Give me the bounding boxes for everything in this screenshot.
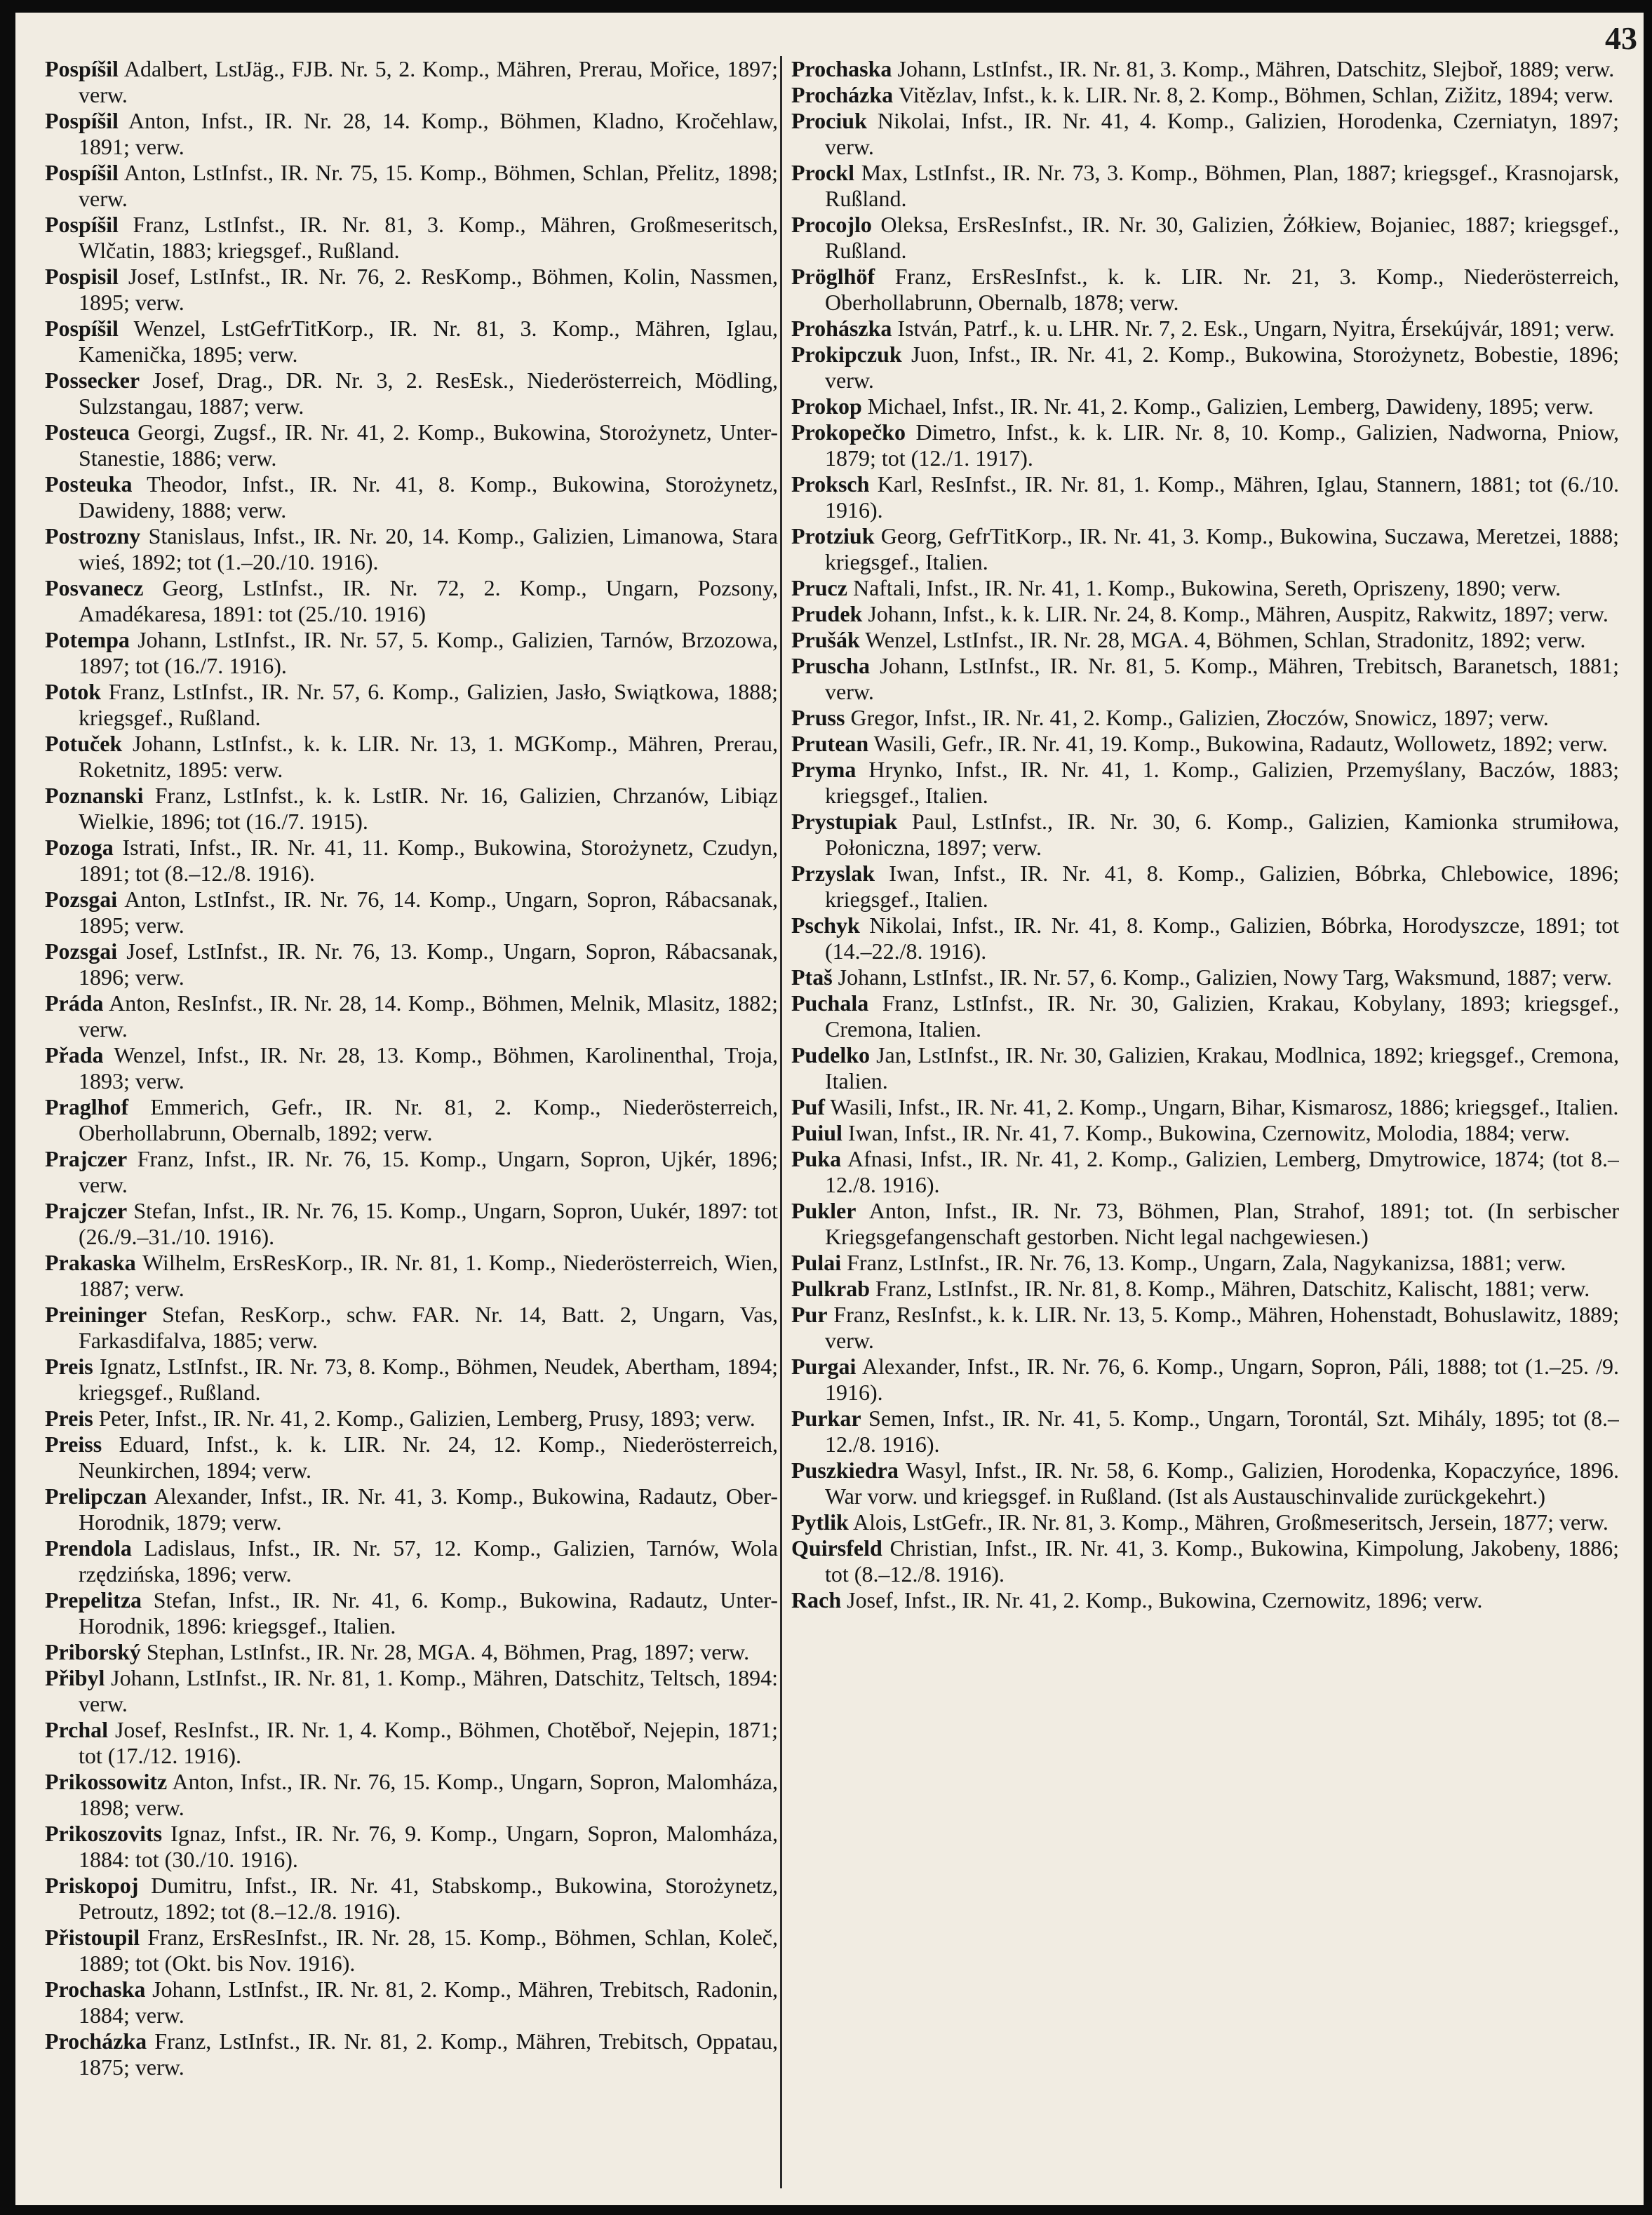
page-number: 43 [1605,20,1637,56]
entry-surname: Purgai [791,1354,857,1379]
entry-surname: Prockl [791,160,855,185]
list-entry [45,1665,778,1717]
list-entry [791,56,1619,82]
list-entry [45,108,778,160]
entry-details: Hrynko, Infst., IR. Nr. 41, 1. Komp., Galizien, Przemyślany, Baczów, 1883; kriegsgef., Italien. [825,757,1619,808]
entry-surname: Posvanecz [45,575,144,600]
list-entry [791,731,1619,757]
entry-details: Oleksa, ErsResInfst., IR. Nr. 30, Galizien, Żółkiew, Bojaniec, 1887; kriegsgef., Rußland. [825,212,1619,263]
entry-details: Stanislaus, Infst., IR. Nr. 20, 14. Komp., Galizien, Limanowa, Stara wieś, 1892; tot (1.–20./10. 1916). [79,523,778,574]
list-entry [45,160,778,212]
list-entry [45,1535,778,1587]
entry-surname: Possecker [45,368,140,393]
list-entry [45,1821,778,1873]
list-entry [45,731,778,783]
list-entry [45,471,778,523]
entry-details: Anton, ResInfst., IR. Nr. 28, 14. Komp., Böhmen, Melnik, Mlasitz, 1882; verw. [79,990,778,1042]
entry-details: Anton, Infst., IR. Nr. 28, 14. Komp., Böhmen, Kladno, Kročehlaw, 1891; verw. [79,108,778,159]
entry-details: Stefan, Infst., IR. Nr. 41, 6. Komp., Bukowina, Radautz, Unter-Horodnik, 1896: kriegsgef., Italien. [79,1587,778,1638]
entry-surname: Prokipczuk [791,342,902,367]
entry-details: Johann, LstInfst., IR. Nr. 57, 5. Komp., Galizien, Tarnów, Brzozowa, 1897; tot (16./7. 1916). [79,627,778,678]
entry-surname: Pur [791,1302,828,1327]
list-entry [45,1873,778,1925]
entry-details: Johann, LstInfst., IR. Nr. 57, 6. Komp., Galizien, Nowy Targ, Waksmund, 1887; verw. [838,964,1612,990]
entry-surname: Prikoszovits [45,1821,163,1846]
entry-surname: Proksch [791,471,870,497]
list-entry [791,1457,1619,1509]
entry-details: Stefan, Infst., IR. Nr. 76, 15. Komp., Ungarn, Sopron, Uukér, 1897: tot (26./9.–31./10. 1916). [79,1198,778,1249]
entry-surname: Prendola [45,1535,132,1561]
entry-surname: Potempa [45,627,130,652]
entry-surname: Pulkrab [791,1276,871,1301]
entry-details: Ignaz, Infst., IR. Nr. 76, 9. Komp., Ungarn, Sopron, Malomháza, 1884: tot (30./10. 1916). [79,1821,778,1872]
list-entry [45,1406,778,1432]
entry-details: Nikolai, Infst., IR. Nr. 41, 4. Komp., Galizien, Horodenka, Czerniatyn, 1897; verw. [825,108,1619,159]
entry-surname: Posteuca [45,419,130,445]
list-entry [45,1717,778,1769]
entry-details: Gregor, Infst., IR. Nr. 41, 2. Komp., Galizien, Złoczów, Snowicz, 1897; verw. [850,705,1549,730]
list-entry [45,264,778,316]
list-entry [45,1094,778,1146]
entry-surname: Přibyl [45,1665,105,1690]
entry-surname: Prochaska [45,1977,146,2002]
list-entry [45,212,778,264]
entry-surname: Procházka [45,2028,147,2054]
entry-surname: Pospíšil [45,212,119,237]
entry-surname: Přistoupil [45,1925,140,1950]
entry-details: Ladislaus, Infst., IR. Nr. 57, 12. Komp., Galizien, Tarnów, Wola rzędzińska, 1896; verw. [79,1535,778,1587]
entry-details: Franz, LstInfst., IR. Nr. 30, Galizien, Krakau, Kobylany, 1893; kriegsgef., Cremona, Italien. [825,990,1619,1042]
entry-surname: Prepelitza [45,1587,142,1613]
entry-surname: Přada [45,1042,104,1068]
list-entry [791,601,1619,627]
entry-surname: Prajczer [45,1198,128,1223]
entry-details: Josef, LstInfst., IR. Nr. 76, 13. Komp., Ungarn, Sopron, Rábacsanak, 1896; verw. [79,938,778,990]
list-entry [791,419,1619,471]
list-entry [45,575,778,627]
list-entry [45,1769,778,1821]
entry-surname: Prohászka [791,316,892,341]
left-column [45,56,778,2195]
entry-details: Franz, Infst., IR. Nr. 76, 15. Komp., Ungarn, Sopron, Ujkér, 1896; verw. [79,1146,778,1197]
entry-details: Franz, LstInfst., IR. Nr. 81, 2. Komp., Mähren, Trebitsch, Oppatau, 1875; verw. [79,2028,778,2080]
entry-surname: Pudelko [791,1042,871,1068]
entry-details: Naftali, Infst., IR. Nr. 41, 1. Komp., Bukowina, Sereth, Opriszeny, 1890; verw. [852,575,1561,600]
entry-details: Wilhelm, ErsResKorp., IR. Nr. 81, 1. Komp., Niederösterreich, Wien, 1887; verw. [79,1250,778,1301]
scan-border-top [0,0,1652,13]
entry-surname: Prakaska [45,1250,136,1275]
entry-details: Wenzel, LstGefrTitKorp., IR. Nr. 81, 3. Komp., Mähren, Iglau, Kamenička, 1895; verw. [79,316,778,367]
entry-details: Franz, LstInfst., k. k. LstIR. Nr. 16, Galizien, Chrzanów, Libiąz Wielkie, 1896; tot (16./7. 1915). [79,783,778,834]
list-entry [791,627,1619,653]
entry-details: Josef, Infst., IR. Nr. 41, 2. Komp., Bukowina, Czernowitz, 1896; verw. [847,1587,1483,1613]
entry-surname: Potok [45,679,101,704]
entry-details: Wasili, Gefr., IR. Nr. 41, 19. Komp., Bukowina, Radautz, Wollowetz, 1892; verw. [873,731,1608,756]
entry-details: Anton, Infst., IR. Nr. 73, Böhmen, Plan, Strahof, 1891; tot. (In serbischer Kriegsgefangenschaft gestorben. Nicht legal nachgewiesen.) [825,1198,1619,1249]
entry-surname: Pospisil [45,264,119,289]
entry-details: Max, LstInfst., IR. Nr. 73, 3. Komp., Böhmen, Plan, 1887; kriegsgef., Krasnojarsk, Rußland. [825,160,1619,211]
entry-details: Franz, LstInfst., IR. Nr. 81, 3. Komp., Mähren, Großmeseritsch, Wlčatin, 1883; kriegsgef., Rußland. [79,212,778,263]
list-entry [791,523,1619,575]
entry-surname: Pulai [791,1250,842,1275]
list-entry [791,1535,1619,1587]
entry-details: Johann, Infst., k. k. LIR. Nr. 24, 8. Komp., Mähren, Auspitz, Rakwitz, 1897; verw. [868,601,1609,626]
entry-details: Dimetro, Infst., k. k. LIR. Nr. 8, 10. Komp., Galizien, Nadworna, Pniow, 1879; tot (12./1. 1917). [825,419,1619,471]
list-entry [45,783,778,835]
entry-surname: Pozoga [45,835,114,860]
entry-details: Stephan, LstInfst., IR. Nr. 28, MGA. 4, Böhmen, Prag, 1897; verw. [146,1639,750,1664]
entry-details: Johann, LstInfst., IR. Nr. 81, 2. Komp., Mähren, Trebitsch, Radonin, 1884; verw. [79,1977,778,2028]
entry-details: Christian, Infst., IR. Nr. 41, 3. Komp., Bukowina, Kimpolung, Jakobeny, 1886; tot (8.–12./8. 1916). [825,1535,1619,1587]
list-entry [791,1302,1619,1354]
entry-surname: Procojlo [791,212,872,237]
entry-surname: Purkar [791,1406,861,1431]
list-entry [791,653,1619,705]
entry-details: Vitězlav, Infst., k. k. LIR. Nr. 8, 2. Komp., Böhmen, Schlan, Zižitz, 1894; verw. [898,82,1614,107]
list-entry [791,160,1619,212]
entry-surname: Przyslak [791,861,875,886]
list-entry [791,1509,1619,1535]
entry-details: István, Patrf., k. u. LHR. Nr. 7, 2. Esk., Ungarn, Nyitra, Érsekújvár, 1891; verw. [897,316,1615,341]
list-entry [45,1639,778,1665]
entry-details: Josef, LstInfst., IR. Nr. 76, 2. ResKomp., Böhmen, Kolin, Nassmen, 1895; verw. [79,264,778,315]
entry-details: Georg, LstInfst., IR. Nr. 72, 2. Komp., Ungarn, Pozsony, Amadékaresa, 1891: tot (25./10. 1916) [79,575,778,626]
entry-details: Johann, LstInfst., IR. Nr. 81, 3. Komp., Mähren, Datschitz, Slejboř, 1889; verw. [897,56,1615,81]
entry-surname: Quirsfeld [791,1535,882,1561]
entry-details: Franz, ErsResInfst., IR. Nr. 28, 15. Komp., Böhmen, Schlan, Koleč, 1889; tot (Okt. bis Nov. 1916). [79,1925,778,1976]
entry-surname: Pryma [791,757,857,782]
entry-surname: Preis [45,1406,93,1431]
list-entry [791,212,1619,264]
list-entry [791,471,1619,523]
entry-surname: Rach [791,1587,842,1613]
entry-details: Wenzel, LstInfst., IR. Nr. 28, MGA. 4, Böhmen, Schlan, Stradonitz, 1892; verw. [865,627,1586,652]
entry-surname: Posteuka [45,471,133,497]
entry-surname: Prucz [791,575,847,600]
list-entry [45,2028,778,2080]
entry-details: Emmerich, Gefr., IR. Nr. 81, 2. Komp., Niederösterreich, Oberhollabrunn, Obernalb, 1892; verw. [79,1094,778,1145]
list-entry [45,1146,778,1198]
entry-surname: Prušák [791,627,860,652]
entry-details: Ignatz, LstInfst., IR. Nr. 73, 8. Komp., Böhmen, Neudek, Abertham, 1894; kriegsgef., Rußland. [79,1354,778,1405]
entry-details: Adalbert, LstJäg., FJB. Nr. 5, 2. Komp., Mähren, Prerau, Mořice, 1897; verw. [79,56,778,107]
entry-surname: Puka [791,1146,842,1171]
entry-details: Dumitru, Infst., IR. Nr. 41, Stabskomp., Bukowina, Storożynetz, Petroutz, 1892; tot (8.–12./8. 1916). [79,1873,778,1924]
entry-surname: Puchala [791,990,869,1016]
list-entry [791,575,1619,601]
list-entry [791,316,1619,342]
entry-details: Wenzel, Infst., IR. Nr. 28, 13. Komp., Böhmen, Karolinenthal, Troja, 1893; verw. [79,1042,778,1093]
list-entry [45,1302,778,1354]
entry-details: Paul, LstInfst., IR. Nr. 30, 6. Komp., Galizien, Kamionka strumiłowa, Połoniczna, 1897; verw. [825,809,1619,860]
entry-details: Wasili, Infst., IR. Nr. 41, 2. Komp., Ungarn, Bihar, Kismarosz, 1886; kriegsgef., Italien. [830,1094,1619,1119]
entry-details: Afnasi, Infst., IR. Nr. 41, 2. Komp., Galizien, Lemberg, Dmytrowice, 1874; (tot 8.–12./8. 1916). [825,1146,1619,1197]
entry-surname: Pospíšil [45,160,119,185]
list-entry [791,264,1619,316]
entry-details: Nikolai, Infst., IR. Nr. 41, 8. Komp., Galizien, Bóbrka, Horodyszcze, 1891; tot (14.–22./8. 1916). [825,913,1619,964]
entry-surname: Potuček [45,731,123,756]
entry-surname: Pytlik [791,1509,849,1535]
list-entry [45,1483,778,1535]
entry-surname: Pröglhöf [791,264,875,289]
list-entry [791,1094,1619,1120]
list-entry [45,1250,778,1302]
list-entry [791,990,1619,1042]
entry-details: Stefan, ResKorp., schw. FAR. Nr. 14, Batt. 2, Ungarn, Vas, Farkasdifalva, 1885; verw. [79,1302,778,1353]
entry-surname: Prociuk [791,108,867,133]
entry-details: Karl, ResInfst., IR. Nr. 81, 1. Komp., Mähren, Iglau, Stannern, 1881; tot (6./10. 1916). [825,471,1619,523]
list-entry [45,1198,778,1250]
list-entry [45,1354,778,1406]
list-entry [45,1977,778,2028]
entry-surname: Prokopečko [791,419,906,445]
entry-details: Alois, LstGefr., IR. Nr. 81, 3. Komp., Mähren, Großmeseritsch, Jersein, 1877; verw. [853,1509,1609,1535]
entry-surname: Pozsgai [45,887,118,912]
list-entry [45,835,778,887]
list-entry [45,990,778,1042]
list-entry [45,627,778,679]
entry-surname: Poznanski [45,783,144,808]
scan-border-bottom [0,2205,1652,2215]
entry-details: Franz, ResInfst., k. k. LIR. Nr. 13, 5. Komp., Mähren, Hohenstadt, Bohuslawitz, 1889; verw. [825,1302,1619,1353]
entry-details: Jan, LstInfst., IR. Nr. 30, Galizien, Krakau, Modlnica, 1892; kriegsgef., Cremona, Italien. [825,1042,1619,1093]
list-entry [45,938,778,990]
list-entry [45,1042,778,1094]
entry-details: Alexander, Infst., IR. Nr. 41, 3. Komp., Bukowina, Radautz, Ober-Horodnik, 1879; verw. [79,1483,778,1535]
list-entry [791,342,1619,393]
entry-surname: Priborský [45,1639,141,1664]
list-entry [791,1406,1619,1457]
entry-details: Franz, LstInfst., IR. Nr. 57, 6. Komp., Galizien, Jasło, Swiątkowa, 1888; kriegsgef., Rußland. [79,679,778,730]
entry-surname: Pozsgai [45,938,118,964]
list-entry [45,56,778,108]
entry-details: Theodor, Infst., IR. Nr. 41, 8. Komp., Bukowina, Storożynetz, Dawideny, 1888; verw. [79,471,778,523]
entry-surname: Prochaska [791,56,892,81]
entry-surname: Prchal [45,1717,109,1742]
list-entry [791,1354,1619,1406]
entry-details: Wasyl, Infst., IR. Nr. 58, 6. Komp., Galizien, Horodenka, Kopaczyńce, 1896. War vorw. und kriegsgef. in Rußland. (Ist als Austauschinvalide zurückgekehrt.) [825,1457,1619,1509]
entry-surname: Prajczer [45,1146,128,1171]
entry-surname: Pschyk [791,913,860,938]
entry-details: Anton, LstInfst., IR. Nr. 76, 14. Komp., Ungarn, Sopron, Rábacsanak, 1895; verw. [79,887,778,938]
entry-details: Alexander, Infst., IR. Nr. 76, 6. Komp., Ungarn, Sopron, Páli, 1888; tot (1.–25. /9. 1916). [825,1354,1619,1405]
entry-surname: Prikossowitz [45,1769,168,1794]
entry-details: Anton, Infst., IR. Nr. 76, 15. Komp., Ungarn, Sopron, Malomháza, 1898; verw. [79,1769,778,1820]
list-entry [791,1250,1619,1276]
entry-surname: Postrozny [45,523,141,548]
entry-surname: Práda [45,990,104,1016]
entry-surname: Preiss [45,1432,102,1457]
list-entry [791,861,1619,913]
entry-surname: Preis [45,1354,93,1379]
list-entry [791,964,1619,990]
entry-details: Georgi, Zugsf., IR. Nr. 41, 2. Komp., Bukowina, Storożynetz, Unter-Stanestie, 1886; verw. [79,419,778,471]
entry-surname: Ptaš [791,964,833,990]
entry-surname: Pukler [791,1198,857,1223]
entry-details: Michael, Infst., IR. Nr. 41, 2. Komp., Galizien, Lemberg, Dawideny, 1895; verw. [867,393,1594,419]
entry-details: Franz, ErsResInfst., k. k. LIR. Nr. 21, 3. Komp., Niederösterreich, Oberhollabrunn, Obernalb, 1878; verw. [825,264,1619,315]
entry-surname: Pruscha [791,653,870,678]
entry-surname: Prudek [791,601,863,626]
entry-details: Johann, LstInfst., IR. Nr. 81, 5. Komp., Mähren, Trebitsch, Baranetsch, 1881; verw. [825,653,1619,704]
entry-details: Peter, Infst., IR. Nr. 41, 2. Komp., Galizien, Lemberg, Prusy, 1893; verw. [98,1406,756,1431]
entry-surname: Puiul [791,1120,842,1145]
entry-details: Johann, LstInfst., k. k. LIR. Nr. 13, 1. MGKomp., Mähren, Prerau, Roketnitz, 1895: verw. [79,731,778,782]
list-entry [791,1120,1619,1146]
entry-surname: Preininger [45,1302,147,1327]
entry-details: Franz, LstInfst., IR. Nr. 81, 8. Komp., Mähren, Datschitz, Kalischt, 1881; verw. [875,1276,1590,1301]
entry-surname: Prelipczan [45,1483,147,1509]
entry-details: Georg, GefrTitKorp., IR. Nr. 41, 3. Komp., Bukowina, Suczawa, Meretzei, 1888; kriegsgef., Italien. [825,523,1619,574]
entry-surname: Puf [791,1094,825,1119]
right-column [791,56,1619,2195]
entry-surname: Procházka [791,82,894,107]
list-entry [791,108,1619,160]
entry-surname: Pospíšil [45,316,119,341]
entry-surname: Puszkiedra [791,1457,899,1483]
entry-surname: Priskopoj [45,1873,139,1898]
list-entry [45,368,778,419]
entry-details: Eduard, Infst., k. k. LIR. Nr. 24, 12. Komp., Niederösterreich, Neunkirchen, 1894; verw. [79,1432,778,1483]
list-entry [45,679,778,731]
entry-surname: Protziuk [791,523,875,548]
entry-surname: Prokop [791,393,862,419]
list-entry [791,1198,1619,1250]
entry-surname: Pruss [791,705,845,730]
list-entry [791,1587,1619,1613]
entry-surname: Praglhof [45,1094,129,1119]
entry-details: Josef, ResInfst., IR. Nr. 1, 4. Komp., Böhmen, Chotěboř, Nejepin, 1871; tot (17./12. 1916). [79,1717,778,1768]
list-entry [791,809,1619,861]
list-entry [45,1925,778,1977]
entry-details: Iwan, Infst., IR. Nr. 41, 7. Komp., Bukowina, Czernowitz, Molodia, 1884; verw. [847,1120,1570,1145]
entry-details: Franz, LstInfst., IR. Nr. 76, 13. Komp., Ungarn, Zala, Nagykanizsa, 1881; verw. [847,1250,1566,1275]
scan-border-left [0,0,15,2215]
list-entry [791,1276,1619,1302]
entry-details: Juon, Infst., IR. Nr. 41, 2. Komp., Bukowina, Storożynetz, Bobestie, 1896; verw. [825,342,1619,393]
entry-surname: Prutean [791,731,869,756]
list-entry [45,1587,778,1639]
list-entry [791,1042,1619,1094]
entry-surname: Prystupiak [791,809,898,834]
entry-details: Semen, Infst., IR. Nr. 41, 5. Komp., Ungarn, Torontál, Szt. Mihály, 1895; tot (8.–12./8. 1916). [825,1406,1619,1457]
entry-details: Josef, Drag., DR. Nr. 3, 2. ResEsk., Niederösterreich, Mödling, Sulzstangau, 1887; verw. [79,368,778,419]
entry-details: Iwan, Infst., IR. Nr. 41, 8. Komp., Galizien, Bóbrka, Chlebowice, 1896; kriegsgef., Italien. [825,861,1619,912]
list-entry [45,419,778,471]
list-entry [791,1146,1619,1198]
list-entry [45,523,778,575]
list-entry [791,757,1619,809]
list-entry [45,316,778,368]
list-entry [791,82,1619,108]
entry-details: Anton, LstInfst., IR. Nr. 75, 15. Komp., Böhmen, Schlan, Přelitz, 1898; verw. [79,160,778,211]
entry-details: Johann, LstInfst., IR. Nr. 81, 1. Komp., Mähren, Datschitz, Teltsch, 1894: verw. [79,1665,778,1716]
entry-details: Istrati, Infst., IR. Nr. 41, 11. Komp., Bukowina, Storożynetz, Czudyn, 1891; tot (8.–12./8. 1916). [79,835,778,886]
entry-surname: Pospíšil [45,108,119,133]
scan-border-right [1644,0,1652,2215]
list-entry [791,393,1619,419]
entry-surname: Pospíšil [45,56,119,81]
list-entry [791,705,1619,731]
list-entry [45,1432,778,1483]
list-entry [45,887,778,938]
column-divider [780,56,782,2188]
list-entry [791,913,1619,964]
